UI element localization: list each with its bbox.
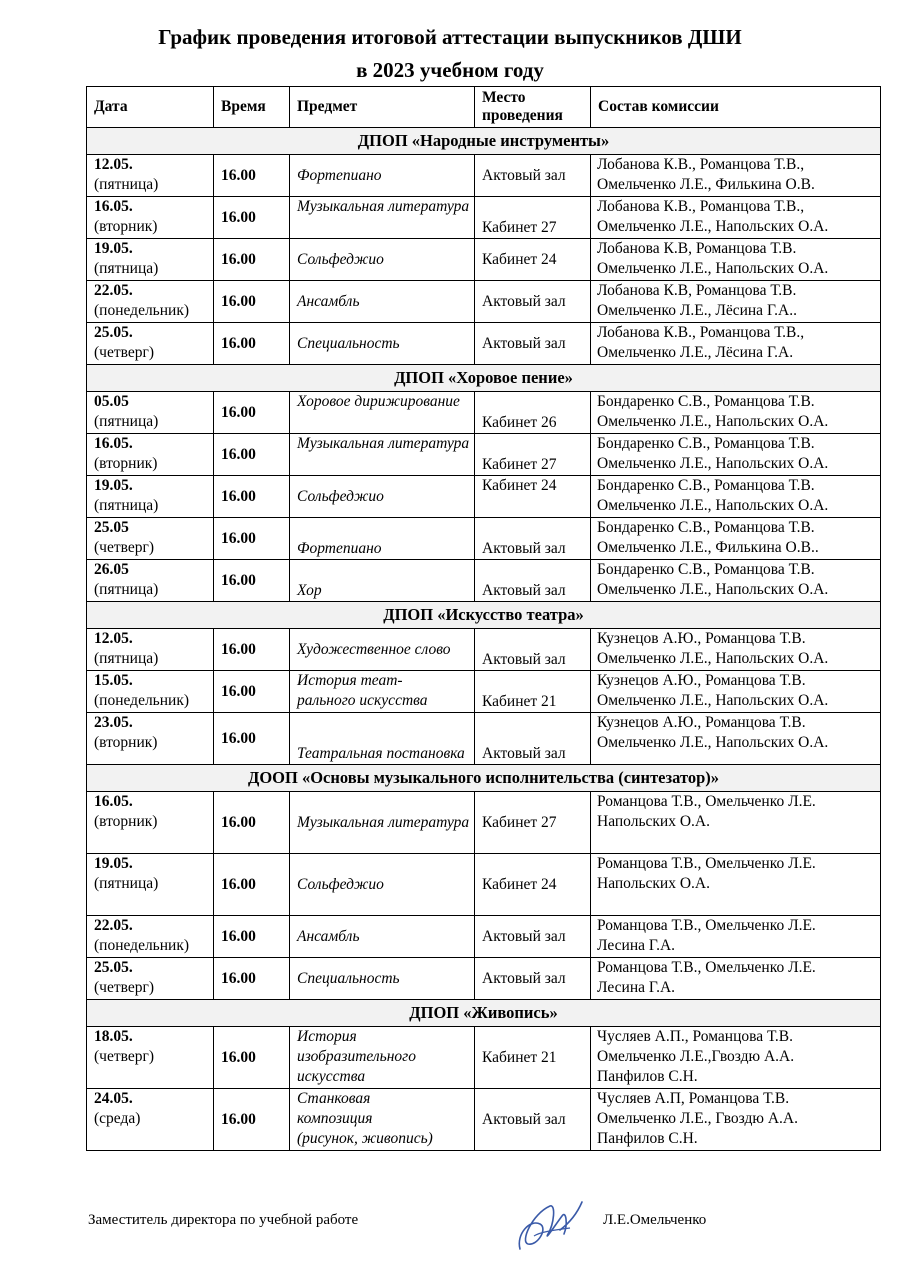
subject-line: рального искусства xyxy=(297,692,428,709)
section-row xyxy=(87,1000,881,1027)
section-title: ДПОП «Живопись» xyxy=(87,1000,881,1027)
weekday: (понедельник) xyxy=(94,692,190,709)
commission-line: Омельченко Л.Е., Напольских О.А. xyxy=(597,497,829,514)
commission-line: Омельченко Л.Е., Филькина О.В. xyxy=(597,176,815,193)
date-value: 26.05 xyxy=(94,561,129,578)
section-row xyxy=(87,128,881,155)
cell-commission xyxy=(591,1089,881,1151)
cell-subject xyxy=(290,671,475,713)
weekday: (вторник) xyxy=(94,813,158,830)
subject-text: Музыкальная литература xyxy=(297,813,470,831)
footer-position-label: Заместитель директора по учебной работе xyxy=(88,1212,359,1228)
weekday: (пятница) xyxy=(94,260,159,277)
commission-line: Бондаренко С.В., Романцова Т.В. xyxy=(597,519,815,536)
cell-subject xyxy=(290,1089,475,1151)
commission-line: Омельченко Л.Е., Напольских О.А. xyxy=(597,650,829,667)
header-place-line2: проведения xyxy=(482,107,563,124)
commission-line: Напольских О.А. xyxy=(597,813,710,830)
table-row xyxy=(87,792,881,854)
cell-time: 16.00 xyxy=(214,476,290,518)
cell-commission xyxy=(591,281,881,323)
cell-place: Актовый зал xyxy=(475,713,591,765)
cell-commission xyxy=(591,713,881,765)
subject-text: Хоровое дирижирование xyxy=(297,393,460,410)
section-row xyxy=(87,602,881,629)
cell-place: Кабинет 24 xyxy=(475,476,591,518)
cell-date xyxy=(87,916,214,958)
subject-text: Хор xyxy=(297,582,322,599)
section-row xyxy=(87,365,881,392)
table-row xyxy=(87,560,881,602)
cell-date xyxy=(87,854,214,916)
cell-time: 16.00 xyxy=(214,854,290,916)
commission-line: Бондаренко С.В., Романцова Т.В. xyxy=(597,393,815,410)
commission-line: Омельченко Л.Е., Гвоздю А.А. xyxy=(597,1110,798,1127)
cell-date xyxy=(87,958,214,1000)
commission-line: Омельченко Л.Е., Лёсина Г.А. xyxy=(597,344,794,361)
cell-subject xyxy=(290,629,475,671)
subject-text: Ансамбль xyxy=(297,927,360,945)
cell-date xyxy=(87,671,214,713)
commission-line: Омельченко Л.Е., Лёсина Г.А.. xyxy=(597,302,797,319)
date-value: 15.05. xyxy=(94,672,133,689)
subject-text: Сольфеджио xyxy=(297,875,384,893)
cell-time: 16.00 xyxy=(214,713,290,765)
date-value: 25.05 xyxy=(94,519,129,536)
cell-time: 16.00 xyxy=(214,1089,290,1151)
date-value: 16.05. xyxy=(94,793,133,810)
weekday: (пятница) xyxy=(94,875,159,892)
section-row xyxy=(87,765,881,792)
cell-time: 16.00 xyxy=(214,560,290,602)
date-value: 22.05. xyxy=(94,282,133,299)
cell-subject xyxy=(290,958,475,1000)
commission-line: Кузнецов А.Ю., Романцова Т.В. xyxy=(597,714,806,731)
cell-subject xyxy=(290,281,475,323)
commission-line: Лобанова К.В., Романцова Т.В., xyxy=(597,324,805,341)
table-row xyxy=(87,281,881,323)
date-value: 19.05. xyxy=(94,240,133,257)
commission-line: Лесина Г.А. xyxy=(597,937,676,954)
commission-line: Романцова Т.В., Омельченко Л.Е. xyxy=(597,917,816,934)
subject-line: История теат- xyxy=(297,672,403,689)
footer-signatory: Л.Е.Омельченко xyxy=(603,1212,707,1228)
cell-time: 16.00 xyxy=(214,392,290,434)
date-value: 19.05. xyxy=(94,477,133,494)
cell-subject xyxy=(290,1027,475,1089)
cell-place: Кабинет 24 xyxy=(475,854,591,916)
weekday: (пятница) xyxy=(94,497,159,514)
cell-date xyxy=(87,323,214,365)
cell-place: Актовый зал xyxy=(475,1089,591,1151)
date-value: 12.05. xyxy=(94,156,133,173)
cell-subject xyxy=(290,713,475,765)
cell-place: Кабинет 27 xyxy=(475,792,591,854)
cell-place: Актовый зал xyxy=(475,281,591,323)
subject-line: Станковая xyxy=(297,1090,371,1107)
commission-line: Панфилов С.Н. xyxy=(597,1130,698,1147)
commission-line: Чусляев А.П., Романцова Т.В. xyxy=(597,1028,794,1045)
cell-time: 16.00 xyxy=(214,958,290,1000)
cell-commission xyxy=(591,629,881,671)
commission-line: Омельченко Л.Е., Напольских О.А. xyxy=(597,734,829,751)
cell-subject xyxy=(290,476,475,518)
subject-text: Театральная постановка xyxy=(297,745,465,762)
weekday: (вторник) xyxy=(94,455,158,472)
cell-commission xyxy=(591,1027,881,1089)
cell-time: 16.00 xyxy=(214,197,290,239)
table-row xyxy=(87,323,881,365)
table-row xyxy=(87,916,881,958)
cell-time: 16.00 xyxy=(214,281,290,323)
date-value: 25.05. xyxy=(94,959,133,976)
subject-line: (рисунок, живопись) xyxy=(297,1130,433,1147)
cell-subject xyxy=(290,239,475,281)
commission-line: Бондаренко С.В., Романцова Т.В. xyxy=(597,435,815,452)
header-commission: Состав комиссии xyxy=(591,87,881,128)
commission-line: Омельченко Л.Е., Напольских О.А. xyxy=(597,455,829,472)
cell-date xyxy=(87,713,214,765)
cell-subject xyxy=(290,155,475,197)
cell-time: 16.00 xyxy=(214,239,290,281)
table-row xyxy=(87,476,881,518)
cell-time: 16.00 xyxy=(214,629,290,671)
cell-date xyxy=(87,281,214,323)
subject-text: Ансамбль xyxy=(297,292,360,310)
cell-commission xyxy=(591,323,881,365)
date-value: 19.05. xyxy=(94,855,133,872)
cell-date xyxy=(87,629,214,671)
cell-subject xyxy=(290,916,475,958)
cell-time: 16.00 xyxy=(214,434,290,476)
subject-text: Специальность xyxy=(297,969,400,987)
subject-text: Специальность xyxy=(297,334,400,352)
cell-place: Актовый зал xyxy=(475,518,591,560)
cell-place: Кабинет 21 xyxy=(475,1027,591,1089)
commission-line: Романцова Т.В., Омельченко Л.Е. xyxy=(597,855,816,872)
cell-subject xyxy=(290,792,475,854)
cell-commission xyxy=(591,671,881,713)
subject-text: История изобразительного искусства xyxy=(297,1028,416,1085)
section-title: ДООП «Основы музыкального исполнительства (синтезатор)» xyxy=(87,765,881,792)
cell-time: 16.00 xyxy=(214,1027,290,1089)
subject-text: Музыкальная литература xyxy=(297,435,470,452)
table-row xyxy=(87,671,881,713)
date-value: 12.05. xyxy=(94,630,133,647)
commission-line: Омельченко Л.Е., Напольских О.А. xyxy=(597,218,829,235)
cell-commission xyxy=(591,916,881,958)
cell-place: Кабинет 27 xyxy=(475,434,591,476)
weekday: (пятница) xyxy=(94,581,159,598)
date-value: 16.05. xyxy=(94,198,133,215)
date-value: 23.05. xyxy=(94,714,133,731)
commission-line: Омельченко Л.Е., Напольских О.А. xyxy=(597,692,829,709)
cell-commission xyxy=(591,560,881,602)
cell-place: Актовый зал xyxy=(475,916,591,958)
weekday: (пятница) xyxy=(94,650,159,667)
subject-text: Музыкальная литература xyxy=(297,198,470,215)
date-value: 22.05. xyxy=(94,917,133,934)
weekday: (пятница) xyxy=(94,176,159,193)
commission-line: Лесина Г.А. xyxy=(597,979,676,996)
cell-date xyxy=(87,1027,214,1089)
subject-line: композиция xyxy=(297,1110,373,1127)
cell-commission xyxy=(591,239,881,281)
weekday: (четверг) xyxy=(94,1048,154,1065)
weekday: (четверг) xyxy=(94,344,154,361)
cell-subject xyxy=(290,518,475,560)
cell-date xyxy=(87,392,214,434)
commission-line: Романцова Т.В., Омельченко Л.Е. xyxy=(597,959,816,976)
weekday: (пятница) xyxy=(94,413,159,430)
cell-commission xyxy=(591,392,881,434)
cell-date xyxy=(87,239,214,281)
weekday: (вторник) xyxy=(94,218,158,235)
cell-place: Актовый зал xyxy=(475,629,591,671)
subject-text: Сольфеджио xyxy=(297,487,384,505)
table-row xyxy=(87,629,881,671)
commission-line: Лобанова К.В., Романцова Т.В., xyxy=(597,198,805,215)
table-row xyxy=(87,1089,881,1151)
cell-time: 16.00 xyxy=(214,792,290,854)
header-place xyxy=(475,87,591,128)
commission-line: Романцова Т.В., Омельченко Л.Е. xyxy=(597,793,816,810)
cell-subject xyxy=(290,434,475,476)
commission-line: Омельченко Л.Е.,Гвоздю А.А. xyxy=(597,1048,795,1065)
commission-line: Лобанова К.В, Романцова Т.В. xyxy=(597,282,797,299)
cell-date xyxy=(87,560,214,602)
weekday: (вторник) xyxy=(94,734,158,751)
cell-date xyxy=(87,434,214,476)
commission-line: Омельченко Л.Е., Напольских О.А. xyxy=(597,260,829,277)
cell-place: Кабинет 26 xyxy=(475,392,591,434)
cell-commission xyxy=(591,958,881,1000)
subject-text: Художественное слово xyxy=(297,640,451,658)
header-place-line1: Место xyxy=(482,89,526,106)
cell-commission xyxy=(591,854,881,916)
commission-line: Кузнецов А.Ю., Романцова Т.В. xyxy=(597,630,806,647)
cell-date xyxy=(87,792,214,854)
cell-subject xyxy=(290,854,475,916)
cell-commission xyxy=(591,792,881,854)
commission-line: Чусляев А.П, Романцова Т.В. xyxy=(597,1090,790,1107)
table-row xyxy=(87,197,881,239)
signature-image xyxy=(510,1194,590,1264)
header-subject: Предмет xyxy=(290,87,475,128)
section-title: ДПОП «Народные инструменты» xyxy=(87,128,881,155)
cell-place: Актовый зал xyxy=(475,155,591,197)
commission-line: Лобанова К.В, Романцова Т.В. xyxy=(597,240,797,257)
cell-place: Кабинет 27 xyxy=(475,197,591,239)
cell-commission xyxy=(591,518,881,560)
cell-place: Кабинет 21 xyxy=(475,671,591,713)
document-title: График проведения итоговой аттестации выпускников ДШИ xyxy=(158,25,742,49)
date-value: 24.05. xyxy=(94,1090,133,1107)
table-row xyxy=(87,239,881,281)
weekday: (четверг) xyxy=(94,539,154,556)
cell-place: Кабинет 24 xyxy=(475,239,591,281)
header-date: Дата xyxy=(87,87,214,128)
commission-line: Бондаренко С.В., Романцова Т.В. xyxy=(597,561,815,578)
schedule-table-body xyxy=(87,87,881,1151)
cell-date xyxy=(87,197,214,239)
document-subtitle: в 2023 учебном году xyxy=(356,58,544,82)
commission-line: Напольских О.А. xyxy=(597,875,710,892)
section-title: ДПОП «Искусство театра» xyxy=(87,602,881,629)
header-time: Время xyxy=(214,87,290,128)
date-value: 05.05 xyxy=(94,393,129,410)
weekday: (среда) xyxy=(94,1110,141,1127)
date-value: 18.05. xyxy=(94,1028,133,1045)
cell-time: 16.00 xyxy=(214,518,290,560)
subject-text: Фортепиано xyxy=(297,166,382,184)
subject-text: Сольфеджио xyxy=(297,250,384,268)
table-row xyxy=(87,434,881,476)
table-row xyxy=(87,518,881,560)
commission-line: Омельченко Л.Е., Напольских О.А. xyxy=(597,581,829,598)
table-row xyxy=(87,854,881,916)
cell-commission xyxy=(591,155,881,197)
date-value: 16.05. xyxy=(94,435,133,452)
cell-commission xyxy=(591,434,881,476)
subject-text: Фортепиано xyxy=(297,540,382,557)
cell-time: 16.00 xyxy=(214,916,290,958)
cell-date xyxy=(87,518,214,560)
weekday: (понедельник) xyxy=(94,937,190,954)
table-header-row xyxy=(87,87,881,128)
cell-time: 16.00 xyxy=(214,671,290,713)
cell-time: 16.00 xyxy=(214,155,290,197)
cell-time: 16.00 xyxy=(214,323,290,365)
cell-place: Актовый зал xyxy=(475,560,591,602)
cell-subject xyxy=(290,197,475,239)
weekday: (четверг) xyxy=(94,979,154,996)
section-title: ДПОП «Хоровое пение» xyxy=(87,365,881,392)
cell-commission xyxy=(591,476,881,518)
cell-place: Актовый зал xyxy=(475,958,591,1000)
schedule-table xyxy=(86,86,881,1151)
cell-commission xyxy=(591,197,881,239)
cell-date xyxy=(87,155,214,197)
table-row xyxy=(87,958,881,1000)
commission-line: Лобанова К.В., Романцова Т.В., xyxy=(597,156,805,173)
cell-subject xyxy=(290,560,475,602)
commission-line: Омельченко Л.Е., Филькина О.В.. xyxy=(597,539,819,556)
weekday: (понедельник) xyxy=(94,302,190,319)
cell-place: Актовый зал xyxy=(475,323,591,365)
table-row xyxy=(87,392,881,434)
date-value: 25.05. xyxy=(94,324,133,341)
table-row xyxy=(87,1027,881,1089)
commission-line: Кузнецов А.Ю., Романцова Т.В. xyxy=(597,672,806,689)
cell-subject xyxy=(290,323,475,365)
commission-line: Панфилов С.Н. xyxy=(597,1068,698,1085)
table-row xyxy=(87,713,881,765)
commission-line: Омельченко Л.Е., Напольских О.А. xyxy=(597,413,829,430)
table-row xyxy=(87,155,881,197)
cell-date xyxy=(87,1089,214,1151)
cell-date xyxy=(87,476,214,518)
commission-line: Бондаренко С.В., Романцова Т.В. xyxy=(597,477,815,494)
cell-subject xyxy=(290,392,475,434)
